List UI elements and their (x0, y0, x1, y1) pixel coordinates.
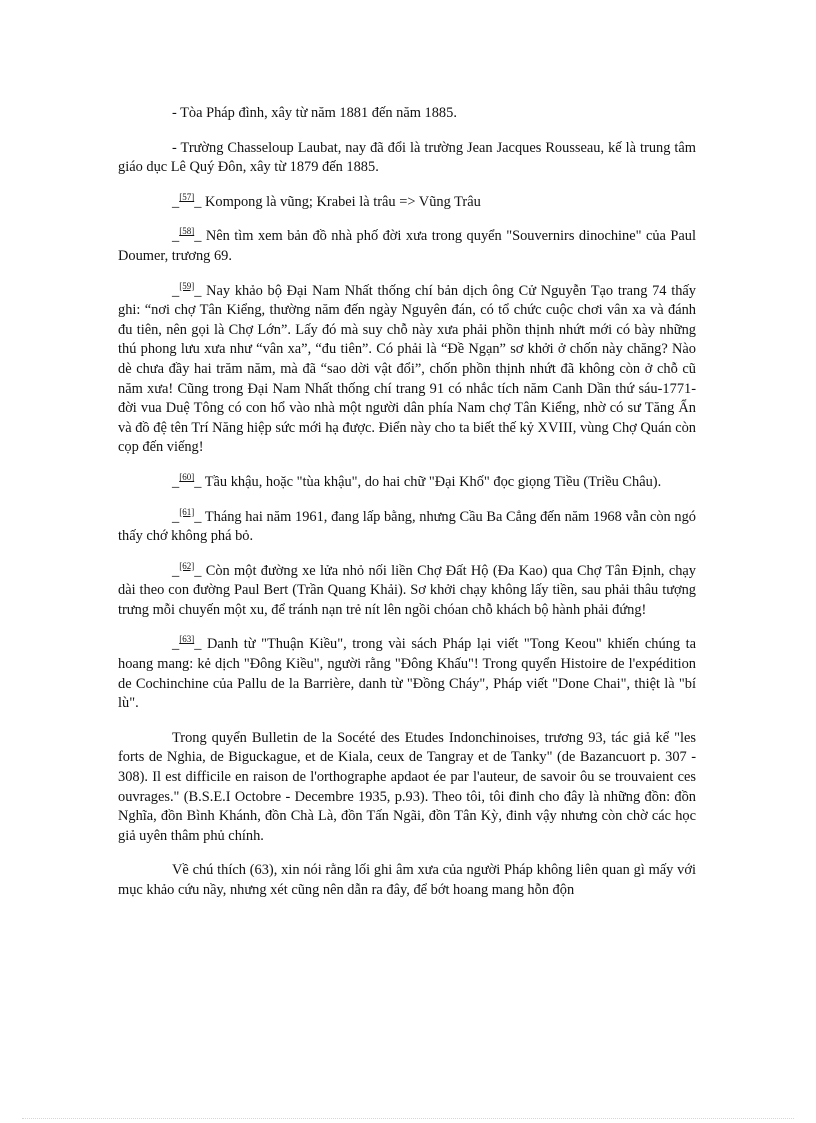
document-body (118, 104, 696, 916)
footnote-ref-59[interactable]: [59] (179, 280, 195, 291)
footnote-61: _[61]_ Tháng hai năm 1961, đang lấp bằng, nhưng Cầu Ba Cẳng đến năm 1968 vẫn còn ngó thấy chớ không phá bỏ. (118, 506, 696, 545)
paragraph-toa-phap-dinh: - Tòa Pháp đình, xây từ năm 1881 đến năm 1885. (172, 105, 457, 121)
footnote-ref-60[interactable]: [60] (179, 471, 195, 482)
footnote-63: _[63]_ Danh từ "Thuận Kiều", trong vài sách Pháp lại viết "Tong Keou" khiến chúng ta hoang mang: kẻ dịch "Đông Kiều", người rằng "Đông Khấu"! Trong quyển Histoire de l'expédition de Cochinchine của Pallu de la Barrière, danh từ "Đồng Cháy", Pháp viết "Done Chai", thiệt là "bí lù". (118, 634, 696, 712)
footnote-60: _[60]_ Tầu khậu, hoặc "tùa khậu", do hai chữ "Đại Khố" đọc giọng Tiều (Triều Châu). (172, 471, 662, 490)
footnote-57-text: Kompong là vũng; Krabei là trâu => Vũng Trâu (201, 193, 481, 210)
footnote-ref-61[interactable]: [61] (179, 506, 195, 517)
footnote-63-text: Danh từ "Thuận Kiều", trong vài sách Pháp lại viết "Tong Keou" khiến chúng ta hoang mang: kẻ dịch "Đông Kiều", người rằng "Đông Khấu"! Trong quyển Histoire de l'expédition de Cochinchine của Pallu de la Barrière, danh từ "Đồng Cháy", Pháp viết "Done Chai", thiệt là "bí lù". (118, 636, 696, 712)
footnote-ref-58[interactable]: [58] (179, 226, 195, 237)
footnote-57: _[57]_ Kompong là vũng; Krabei là trâu => Vũng Trâu (172, 191, 481, 210)
footnote-ref-63[interactable]: [63] (179, 634, 195, 645)
footnote-58: _[58]_ Nên tìm xem bản đồ nhà phố đời xưa trong quyển "Souvernirs dinochine" của Paul Doumer, trương 69. (118, 226, 696, 264)
footnote-60-text: Tầu khậu, hoặc "tùa khậu", do hai chữ "Đại Khố" đọc giọng Tiều (Triều Châu). (201, 473, 662, 490)
footnote-59: _[59]_ Nay khảo bộ Đại Nam Nhất thống chí bản dịch ông Cử Nguyễn Tạo trang 74 thấy ghi: “nơi chợ Tân Kiểng, thường năm đến ngày Nguyên đán, có tổ chức cuộc chơi vân xa và đánh đu tiên, nên gọi là Chợ Lớn”. Lấy đó mà suy chỗ này xưa phải phồn thịnh nhứt mới có bày những thú phong lưu xưa như “vân xa”, “đu tiên”. Có phải là “Đề Ngạn” sơ khởi ở chốn này chăng? Nào dè chưa đầy hai trăm năm, mà đã “sao dời vật đổi”, chốn phồn thịnh nhứt đã không còn ở chỗ cũ năm xưa! Cũng trong Đại Nam Nhất thống chí trang 91 có nhắc tích năm Canh Dần thứ sáu-1771-đời vua Duệ Tông có con hổ vào nhà một người dân phía Nam chợ Tân Kiểng, nhờ có sư Tăng Ẩn và đồ đệ tên Trí Năng hiệp sức mới hạ được. Điển này cho ta biết thế kỷ XVIII, vùng Chợ Quán còn cọp đến viếng! (118, 280, 696, 456)
paragraph-chu-thich-63: Về chú thích (63), xin nói rằng lối ghi âm xưa của người Pháp không liên quan gì mấy với mục khảo cứu nầy, nhưng xét cũng nên dẫn ra đây, để bớt hoang mang hỗn độn (118, 862, 696, 898)
footnote-58-text: Nên tìm xem bản đồ nhà phố đời xưa trong quyển "Souvernirs dinochine" của Paul Doumer, trương 69. (118, 228, 696, 264)
page-bottom-divider (22, 1118, 794, 1119)
footnote-ref-62[interactable]: [62] (179, 560, 195, 571)
footnote-59-text: Nay khảo bộ Đại Nam Nhất thống chí bản dịch ông Cử Nguyễn Tạo trang 74 thấy ghi: “nơi chợ Tân Kiểng, thường năm đến ngày Nguyên đán, có tổ chức cuộc chơi vân xa và đánh đu tiên, nên gọi là Chợ Lớn”. Lấy đó mà suy chỗ này xưa phải phồn thịnh nhứt mới có bày những thú phong lưu xưa như “vân xa”, “đu tiên”. Có phải là “Đề Ngạn” sơ khởi ở chốn này chăng? Nào dè chưa đầy hai trăm năm, mà đã “sao dời vật đổi”, chốn phồn thịnh nhứt đã không còn ở chỗ cũ năm xưa! Cũng trong Đại Nam Nhất thống chí trang 91 có nhắc tích năm Canh Dần thứ sáu-1771-đời vua Duệ Tông có con hổ vào nhà một người dân phía Nam chợ Tân Kiểng, nhờ có sư Tăng Ẩn và đồ đệ tên Trí Năng hiệp sức mới hạ được. Điển này cho ta biết thế kỷ XVIII, vùng Chợ Quán còn cọp đến viếng! (118, 282, 696, 456)
paragraph-bulletin-setudes: Trong quyển Bulletin de la Socété des Etudes Indonchinoises, trương 93, tác giả kể "les forts de Nghia, de Biguckague, et de Kiala, ceux de Tangray et de Tanky" (de Bazancuort p. 307 - 308). Il est difficile en raison de l'orthographe apdaot ée par l'auteur, de savoir ôu se trouvaient ces ouvrages." (B.S.E.I Octobre - Decembre 1935, p.93). Theo tôi, tôi đinh cho đây là những đồn: đồn Nghĩa, đồn Bình Khánh, đồn Chà Là, đồn Tấn Ngãi, đồn Tân Kỳ, đinh vậy nhưng còn chờ các học giả uyên thâm phủ chính. (118, 729, 696, 844)
paragraph-truong-chasseloup-laubat: - Trường Chasseloup Laubat, nay đã đổi là trường Jean Jacques Rousseau, kế là trung tâm giáo dục Lê Quý Đôn, xây từ 1879 đến 1885. (118, 139, 696, 176)
footnote-62-text: Còn một đường xe lửa nhỏ nối liền Chợ Đất Hộ (Đa Kao) qua Chợ Tân Định, chạy dài theo con đường Paul Bert (Trần Quang Khải). Sơ khởi chạy không lấy tiền, sau phải thâu tượng trưng mỗi chuyến một xu, để tránh nạn trẻ nít lên ngồi chóan chỗ khách bộ hành phải đứng! (118, 562, 696, 618)
footnote-62: _[62]_ Còn một đường xe lửa nhỏ nối liền Chợ Đất Hộ (Đa Kao) qua Chợ Tân Định, chạy dài theo con đường Paul Bert (Trần Quang Khải). Sơ khởi chạy không lấy tiền, sau phải thâu tượng trưng mỗi chuyến một xu, để tránh nạn trẻ nít lên ngồi chóan chỗ khách bộ hành phải đứng! (118, 560, 696, 618)
footnote-ref-57[interactable]: [57] (179, 191, 195, 202)
footnote-61-text: Tháng hai năm 1961, đang lấp bằng, nhưng Cầu Ba Cẳng đến năm 1968 vẫn còn ngó thấy chớ không phá bỏ. (118, 508, 696, 545)
